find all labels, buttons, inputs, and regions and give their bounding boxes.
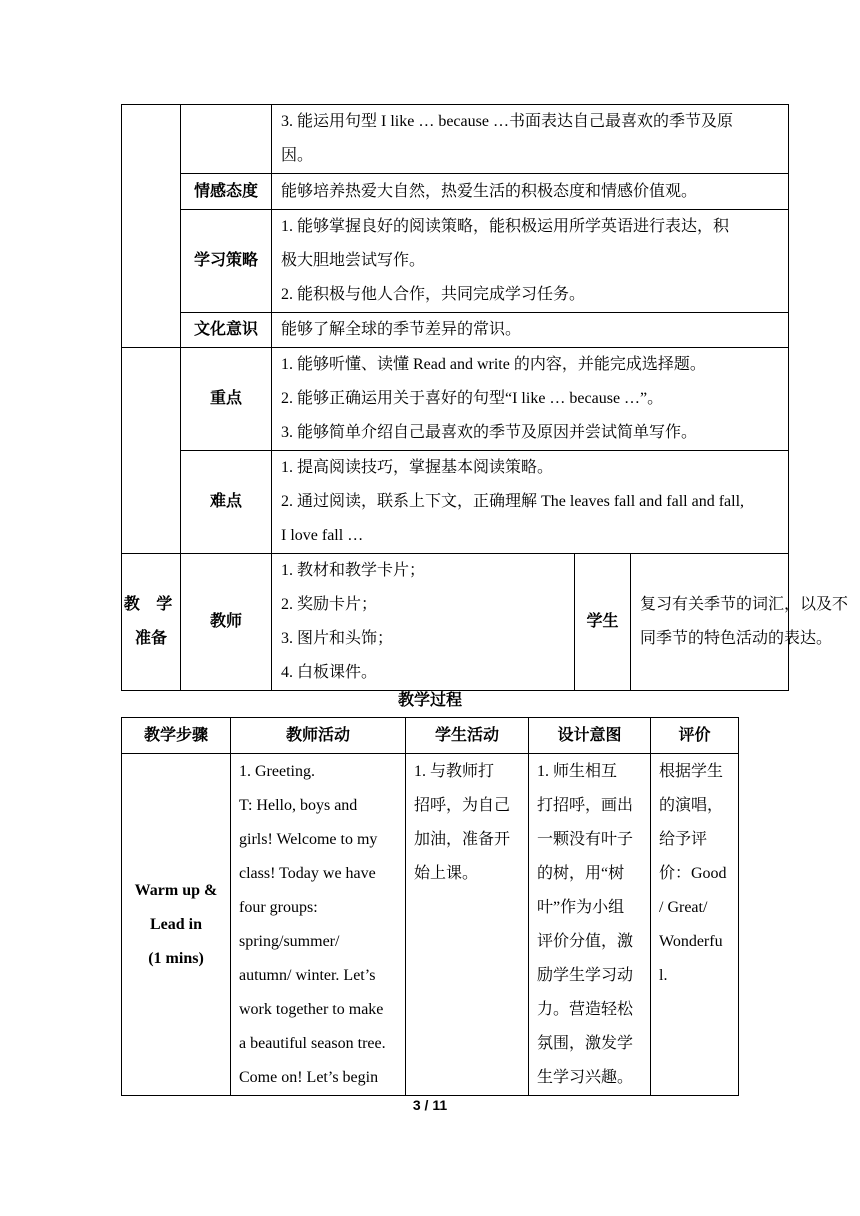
teacher-activity-line: work together to make (239, 1001, 384, 1018)
process-section-title: 教学过程 (397, 692, 462, 709)
evaluation-line: 给予评 (659, 831, 708, 848)
evaluation-line: l. (659, 967, 668, 984)
design-intent-line: 评价分值，激 (537, 933, 634, 950)
design-intent-line: 生学习兴趣。 (537, 1069, 634, 1086)
teacher-activity-line: girls! Welcome to my (239, 831, 378, 848)
header-evaluation: 评价 (651, 718, 739, 754)
design-intent-line: 打招呼，画出 (537, 797, 634, 814)
teacher-activity-line: Come on! Let’s begin (239, 1069, 379, 1086)
page-number: 3 / 11 (412, 1097, 448, 1113)
design-intent-line: 氛围，激发学 (537, 1035, 634, 1052)
design-intent-line: 1. 师生相互 (537, 763, 618, 780)
student-preparation-line: 同季节的特色活动的表达。 (640, 630, 833, 647)
difficult-point-line: 1. 提高阅读技巧，掌握基本阅读策略。 (281, 459, 554, 476)
design-intent-line: 叶”作为小组 (537, 899, 625, 916)
evaluation-cell (651, 754, 739, 1096)
student-activity-line: 1. 与教师打 (414, 763, 495, 780)
difficult-point-line: I love fall … (281, 527, 364, 544)
preparation-label-line: 教 学 (123, 596, 179, 613)
design-intent-line: 励学生学习动 (537, 967, 634, 984)
step-name (122, 754, 231, 1096)
student-label: 学生 (575, 554, 631, 691)
evaluation-line: / Great/ (659, 899, 708, 916)
step-name-line: (1 mins) (148, 949, 204, 967)
culture-label: 文化意识 (181, 313, 272, 348)
blank-label-cell (181, 105, 272, 174)
teacher-activity-line: a beautiful season tree. (239, 1035, 386, 1052)
key-points-label: 重点 (181, 348, 272, 451)
process-table (121, 717, 739, 1096)
teacher-materials (272, 554, 575, 691)
objectives-table (121, 104, 849, 691)
student-preparation-line: 复习有关季节的词汇，以及不 (640, 596, 849, 613)
student-activity-cell (406, 754, 529, 1096)
teacher-material-item: 1. 教材和教学卡片； (281, 562, 426, 579)
evaluation-line: 的演唱， (659, 797, 724, 814)
student-activity-line: 加油，准备开 (414, 831, 511, 848)
strategy-line: 极大胆地尝试写作。 (281, 252, 426, 269)
preparation-label-line: 准备 (134, 630, 167, 647)
evaluation-line: Wonderfu (659, 933, 723, 950)
teacher-activity-line: T: Hello, boys and (239, 797, 358, 814)
key-points-text (272, 348, 789, 451)
teacher-material-item: 3. 图片和头饰； (281, 630, 394, 647)
focus-category-cell (122, 348, 181, 554)
emotion-text: 能够培养热爱大自然，热爱生活的积极态度和情感价值观。 (272, 174, 789, 210)
student-preparation (631, 554, 849, 691)
strategy-label: 学习策略 (181, 210, 272, 313)
header-teacher-activity: 教师活动 (231, 718, 406, 754)
teacher-activity-line: 1. Greeting. (239, 763, 315, 780)
evaluation-line: 价：Good (659, 865, 727, 882)
design-intent-line: 的树，用“树 (537, 865, 625, 882)
difficult-points-label: 难点 (181, 451, 272, 554)
difficult-points-text (272, 451, 789, 554)
design-intent-line: 力。营造轻松 (537, 1001, 634, 1018)
student-activity-line: 始上课。 (414, 865, 479, 882)
design-intent-line: 一颗没有叶子 (537, 831, 634, 848)
step-name-line: Warm up & (134, 881, 218, 899)
objectives-category-cell (122, 105, 181, 348)
culture-text: 能够了解全球的季节差异的常识。 (272, 313, 789, 348)
header-step: 教学步骤 (122, 718, 231, 754)
difficult-point-line: 2. 通过阅读，联系上下文，正确理解 The leaves fall and fall and fall, (281, 493, 745, 510)
strategy-text (272, 210, 789, 313)
preparation-label (122, 554, 181, 691)
key-point-line: 1. 能够听懂、读懂 Read and write 的内容，并能完成选择题。 (281, 356, 706, 373)
design-intent-cell (529, 754, 651, 1096)
teacher-label: 教师 (181, 554, 272, 691)
strategy-line: 1. 能够掌握良好的阅读策略，能积极运用所学英语进行表达，积 (281, 218, 730, 235)
teacher-activity-cell (231, 754, 406, 1096)
step-name-line: Lead in (149, 915, 202, 933)
writing-goal-cell (272, 105, 789, 174)
teacher-activity-line: class! Today we have (239, 865, 376, 882)
strategy-line: 2. 能积极与他人合作，共同完成学习任务。 (281, 286, 586, 303)
header-design-intent: 设计意图 (529, 718, 651, 754)
writing-goal-line: 因。 (281, 147, 314, 164)
teacher-material-item: 2. 奖励卡片； (281, 596, 378, 613)
teacher-activity-line: spring/summer/ (239, 933, 340, 950)
teacher-activity-line: autumn/ winter. Let’s (239, 967, 376, 984)
emotion-label: 情感态度 (181, 174, 272, 210)
key-point-line: 3. 能够简单介绍自己最喜欢的季节及原因并尝试简单写作。 (281, 424, 698, 441)
teacher-material-item: 4. 白板课件。 (281, 664, 378, 681)
teacher-activity-line: four groups: (239, 899, 318, 916)
key-point-line: 2. 能够正确运用关于喜好的句型“I like … because …”。 (281, 390, 664, 407)
writing-goal-line: 3. 能运用句型 I like … because …书面表达自己最喜欢的季节及原 (281, 113, 733, 130)
header-student-activity: 学生活动 (406, 718, 529, 754)
evaluation-line: 根据学生 (659, 763, 724, 780)
student-activity-line: 招呼，为自己 (414, 797, 511, 814)
